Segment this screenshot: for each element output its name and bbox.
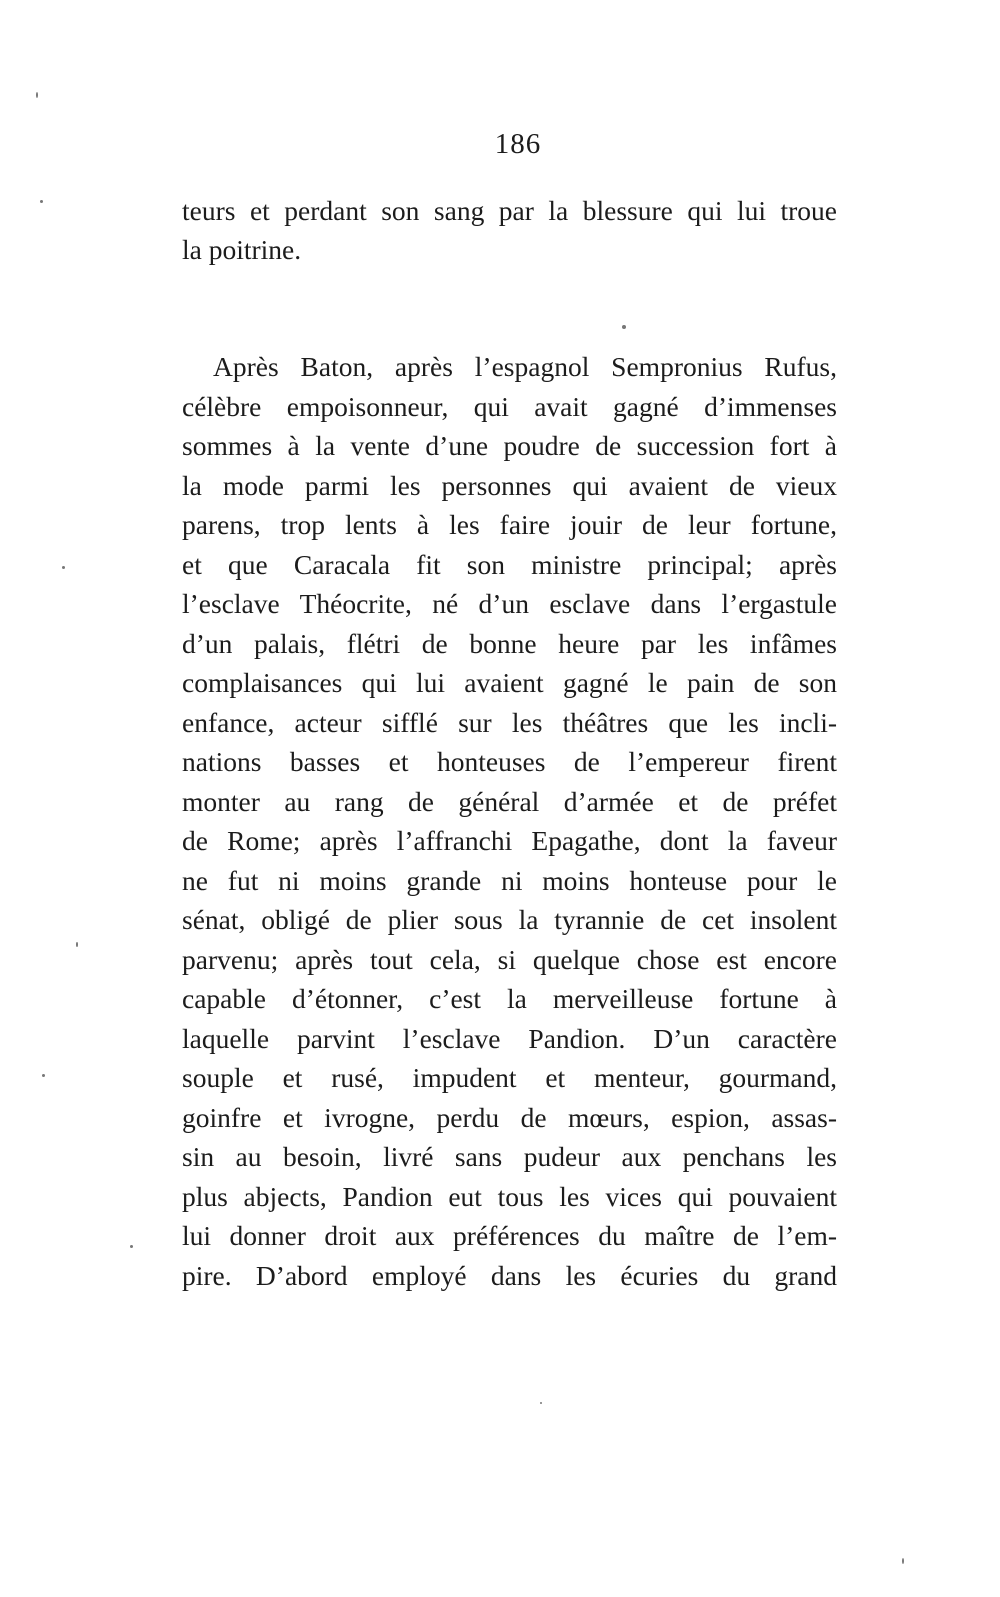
text-line: de Rome; après l’affranchi Epagathe, dont la faveur [182,825,837,856]
scan-speck [76,942,78,947]
text-line: la poitrine. [182,234,302,265]
scan-speck [36,92,38,98]
text-line: enfance, acteur sifflé sur les théâtres que les incli- [182,707,837,738]
text-line: d’un palais, flétri de bonne heure par les infâmes [182,628,837,659]
text-line: plus abjects, Pandion eut tous les vices qui pouvaient [182,1181,837,1212]
page-number: 186 [494,128,542,160]
text-line: laquelle parvint l’esclave Pandion. D’un caractère [182,1023,837,1054]
text-line: célèbre empoisonneur, qui avait gagné d’immenses [182,391,837,422]
text-line: pire. D’abord employé dans les écuries du grand [182,1260,837,1291]
text-line: l’esclave Théocrite, né d’un esclave dans l’ergastule [182,588,837,619]
scan-speck [622,325,626,329]
text-line: parvenu; après tout cela, si quelque chose est encore [182,944,837,975]
scan-speck [42,1074,45,1077]
scan-speck [62,566,65,569]
scan-speck [40,200,43,203]
text-line: la mode parmi les personnes qui avaient de vieux [182,470,837,501]
text-line: Après Baton, après l’espagnol Sempronius Rufus, [213,351,837,382]
text-line: et que Caracala fit son ministre principal; après [182,549,837,580]
scan-speck [540,1402,542,1404]
text-line: monter au rang de général d’armée et de préfet [182,786,837,817]
text-line: souple et rusé, impudent et menteur, gourmand, [182,1062,837,1093]
text-line: goinfre et ivrogne, perdu de mœurs, espion, assas- [182,1102,837,1133]
text-line: lui donner droit aux préférences du maître de l’em- [182,1220,837,1251]
scan-speck [130,1245,133,1248]
text-line: ne fut ni moins grande ni moins honteuse pour le [182,865,837,896]
text-line: sommes à la vente d’une poudre de succession fort à [182,430,837,461]
text-line: parens, trop lents à les faire jouir de leur fortune, [182,509,837,540]
text-line: teurs et perdant son sang par la blessure qui lui troue [182,195,837,226]
text-line: sin au besoin, livré sans pudeur aux penchans les [182,1141,837,1172]
text-line: capable d’étonner, c’est la merveilleuse fortune à [182,983,837,1014]
text-line: nations basses et honteuses de l’empereur firent [182,746,837,777]
scan-speck [902,1558,904,1564]
text-line: complaisances qui lui avaient gagné le pain de son [182,667,837,698]
text-line: sénat, obligé de plier sous la tyrannie de cet insolent [182,904,837,935]
